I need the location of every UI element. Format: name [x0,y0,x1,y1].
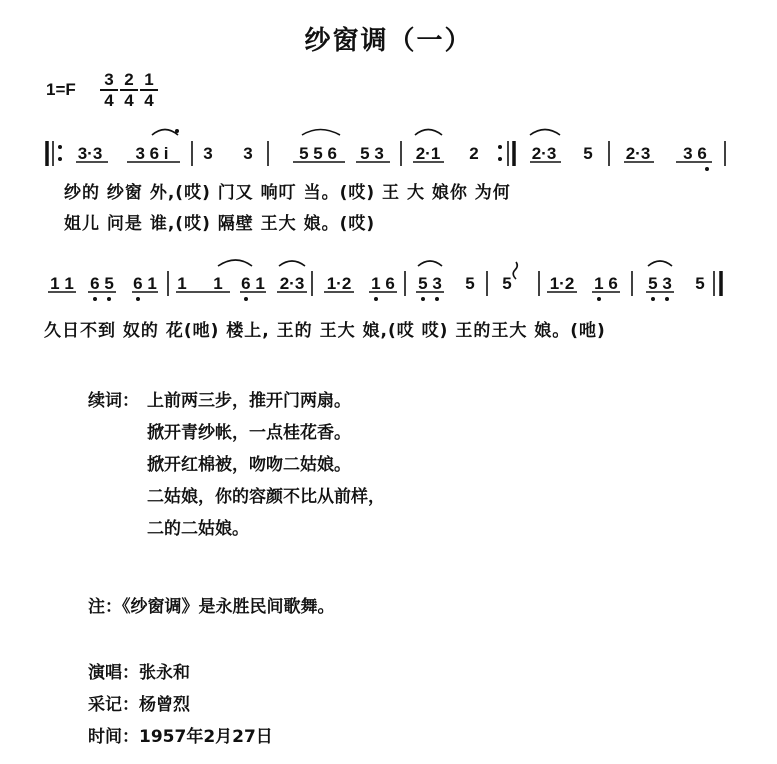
key-signature: 1=F [46,80,76,99]
low-octave-dot [705,167,709,171]
time-signature: $\frac{2}{4}$ [120,70,138,110]
slur [152,130,178,136]
continuation-line: 二的二姑娘。 [147,519,249,539]
slur [415,130,442,136]
lyrics-verse-2: 姐儿 问是 谁,(哎) 隔壁 王大 娘。(哎) [64,214,376,234]
glissando-mark [513,262,517,279]
note-group: 6 1 [133,274,157,293]
repeat-dot [58,145,62,149]
slur [648,261,672,266]
note-group: 1·2 [549,274,575,293]
lyrics-line-2: 久日不到 奴的 花(吔) 楼上, 王的 王大 娘,(哎 哎) 王的王大 娘。(吔) [44,321,606,341]
annotation-note: 注：《纱窗调》是永胜民间歌舞。 [88,597,335,617]
note-group: 3 6 [683,144,707,163]
low-octave-dot [374,297,378,301]
note-group: 1 [177,274,187,293]
note-group: 5 3 [418,274,442,293]
note-group: 6 5 [90,274,114,293]
note-group: 5 [465,274,475,293]
low-octave-dot [421,297,425,301]
high-octave-dot [175,129,179,133]
page-title: 纱窗调（一） [304,26,473,56]
slur [530,130,560,136]
credit-date: 时间：1957年2月27日 [88,727,273,747]
low-octave-dot [107,297,111,301]
slur [218,260,252,266]
note-group: 3·3 [77,144,103,163]
note-group: 1 [213,274,223,293]
slur [302,130,340,136]
note-group: 5 3 [360,144,384,163]
time-signature: $\frac{3}{4}$ [100,70,118,110]
low-octave-dot [136,297,140,301]
time-signature: $\frac{1}{4}$ [140,70,158,110]
low-octave-dot [93,297,97,301]
note-group: 2·3 [279,274,305,293]
notation-line-2 [50,274,705,293]
note-group: 1 1 [50,274,74,293]
repeat-dot [58,157,62,161]
low-octave-dot [665,297,669,301]
note-group: 2·3 [625,144,651,163]
note-group: 2·3 [531,144,557,163]
low-octave-dot [435,297,439,301]
note-group: 5 5 6 [299,144,337,163]
note-group: 5 [502,274,512,293]
continuation-line: 掀开红棉被，吻吻二姑娘。 [147,455,351,475]
continuation-label: 续词： [88,391,139,411]
repeat-dot [498,157,502,161]
note-group: 1 6 [594,274,618,293]
note-group: 5 3 [648,274,672,293]
note-group: 1 6 [371,274,395,293]
note-group: 3 [243,144,253,163]
repeat-dot [498,145,502,149]
low-octave-dot [244,297,248,301]
credit-singer: 演唱：张永和 [88,663,190,683]
slur [418,261,442,266]
low-octave-dot [597,297,601,301]
note-group: 6 1 [241,274,265,293]
low-octave-dot [651,297,655,301]
lyrics-verse-1: 纱的 纱窗 外,(哎) 门又 响叮 当。(哎) 王 大 娘你 为何 [64,183,511,203]
note-group: 2·1 [415,144,441,163]
note-group: 3 6 i [135,144,169,163]
note-group: 5 [695,274,705,293]
slur [279,261,305,266]
note-group: 5 [583,144,593,163]
continuation-line: 掀开青纱帐，一点桂花香。 [147,423,351,443]
note-group: 1·2 [326,274,352,293]
notation-line-1 [78,144,707,163]
note-group: 2 [469,144,479,163]
note-group: 3 [203,144,213,163]
continuation-line: 二姑娘，你的容颜不比从前样， [147,487,385,507]
credit-recorder: 采记：杨曾烈 [88,695,190,715]
continuation-line: 上前两三步，推开门两扇。 [147,391,351,411]
